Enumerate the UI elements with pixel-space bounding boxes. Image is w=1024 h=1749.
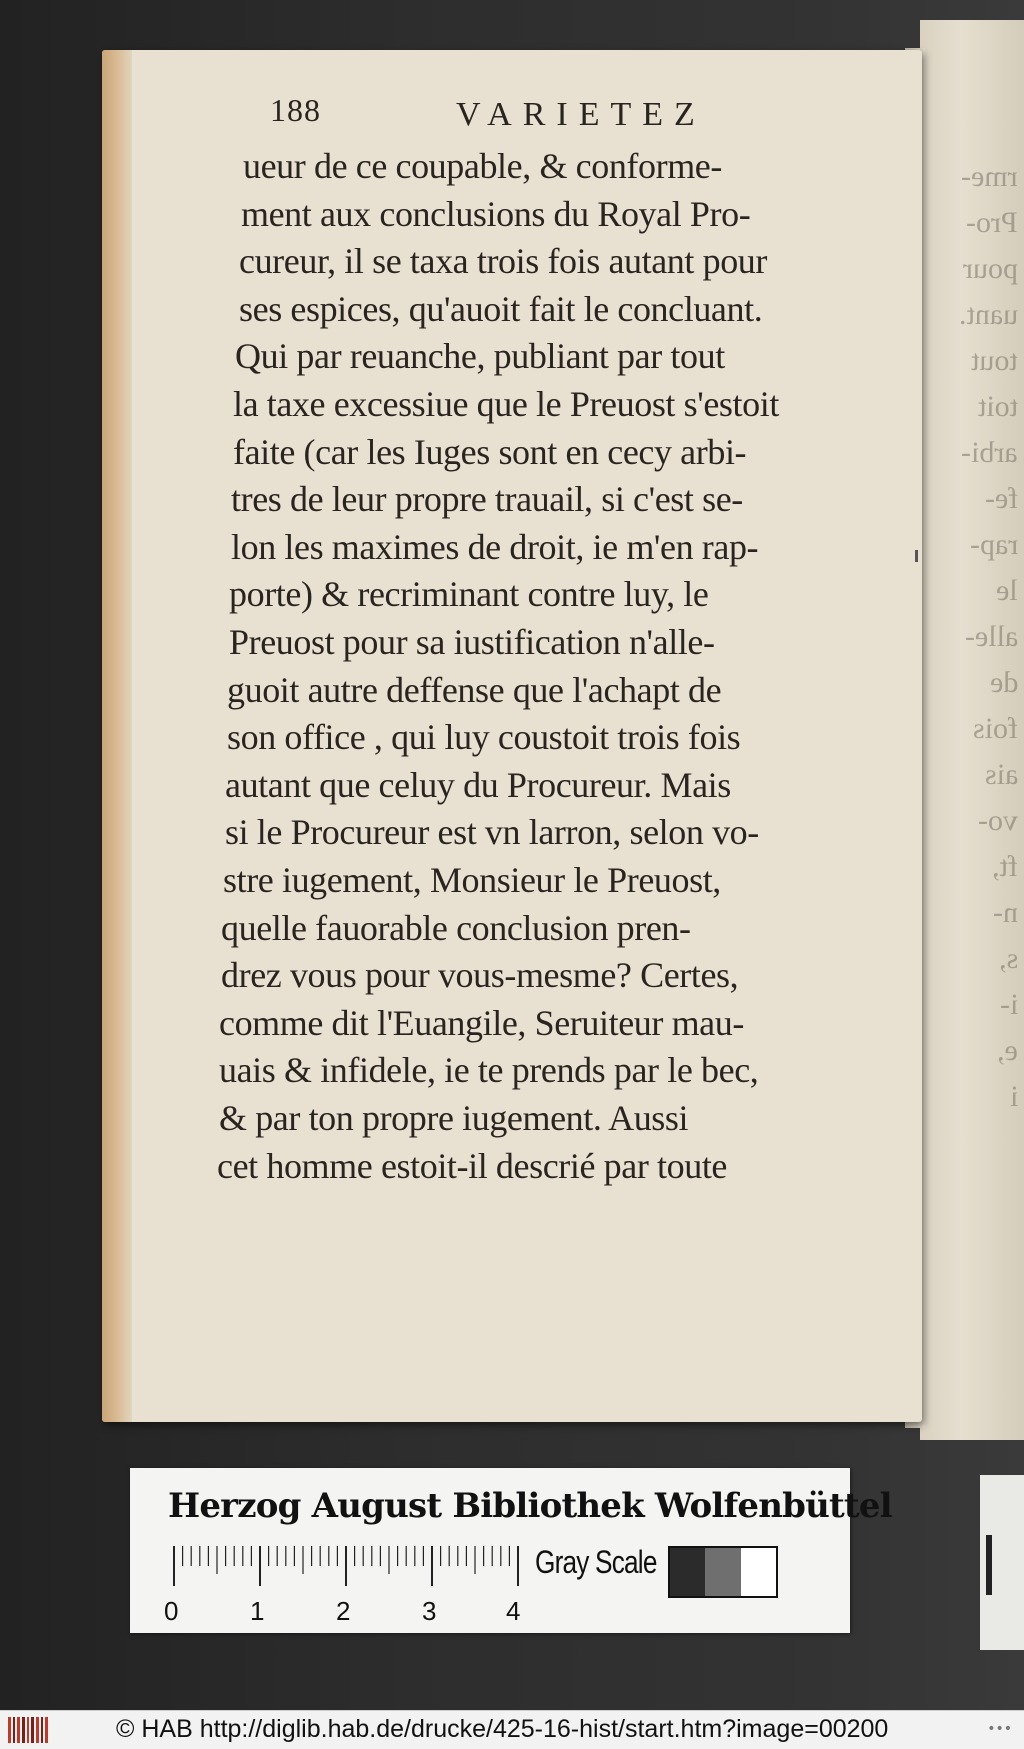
bleed-through-text: arbi- xyxy=(961,436,1018,469)
page-fore-edge xyxy=(102,50,132,1422)
ruler-scale xyxy=(170,1544,550,1588)
text-line: Preuost pour sa iustification n'alle- xyxy=(229,622,715,662)
facing-page xyxy=(920,20,1024,1440)
text-line: lon les maximes de droit, ie m'en rap- xyxy=(231,526,759,567)
bleed-through-text: rap- xyxy=(969,528,1018,561)
text-line: comme dit l'Euangile, Seruiteur mau- xyxy=(219,1002,744,1043)
bleed-through-text: de xyxy=(989,666,1018,699)
text-line: & par ton propre iugement. Aussi xyxy=(219,1098,689,1138)
text-line: autant que celuy du Procureur. Mais xyxy=(225,764,731,805)
gray-swatch xyxy=(705,1548,740,1596)
color-reference-card xyxy=(130,1468,892,1633)
text-line: ses espices, qu'auoit fait le concluant. xyxy=(239,288,763,329)
bleed-through-text: ais xyxy=(984,758,1018,791)
gray-swatch xyxy=(670,1548,705,1596)
text-line: cet homme estoit-il descrié par toute xyxy=(217,1145,728,1186)
more-dots-icon[interactable]: ••• xyxy=(987,1721,1012,1737)
bleed-through-text: uant. xyxy=(958,298,1018,331)
bleed-through-text: tout xyxy=(971,344,1018,377)
bleed-through-text: fois xyxy=(973,712,1018,745)
bleed-through-text: le xyxy=(996,574,1018,607)
bleed-through-text: e, xyxy=(997,1034,1018,1067)
page-header xyxy=(270,88,770,138)
page-mark xyxy=(915,550,918,562)
ruler-number: 2 xyxy=(336,1596,351,1626)
ruler-number: 3 xyxy=(422,1596,437,1626)
gray-scale-swatches xyxy=(668,1546,778,1598)
footer-citation[interactable]: © HAB http://diglib.hab.de/drucke/425-16-hist/start.htm?image=00200 xyxy=(116,1715,889,1743)
ruler-number: 4 xyxy=(506,1596,521,1626)
bleed-through-text: n- xyxy=(993,896,1018,929)
text-line: Qui par reuanche, publiant par tout xyxy=(235,336,725,377)
bleed-through-text: ft, xyxy=(992,850,1018,883)
bleed-through-text: alle- xyxy=(964,620,1018,653)
footer-bar xyxy=(0,1710,1024,1749)
text-line: la taxe excessiue que le Preuost s'estoit xyxy=(233,384,779,424)
text-line: tres de leur propre trauail, si c'est se- xyxy=(231,479,743,520)
bleed-through-text: pour xyxy=(963,252,1018,285)
text-line: ueur de ce coupable, & conforme- xyxy=(243,146,722,186)
bleed-through-text: s, xyxy=(998,942,1018,975)
gray-scale-label: Gray Scale xyxy=(535,1544,657,1580)
text-line: guoit autre deffense que l'achapt de xyxy=(227,669,722,710)
hab-logo-icon xyxy=(8,1717,48,1743)
bleed-through-text: rme- xyxy=(961,160,1018,193)
gray-swatch xyxy=(741,1548,776,1596)
text-line: drez vous pour vous-mesme? Certes, xyxy=(221,955,739,996)
text-line: faite (car les Iuges sont en cecy arbi- xyxy=(233,431,747,472)
text-line: ment aux conclusions du Royal Pro- xyxy=(241,193,751,234)
bleed-through-text: fe- xyxy=(984,482,1018,515)
bleed-through-text: toit xyxy=(977,390,1018,423)
running-title: VARIETEZ xyxy=(456,96,706,133)
text-line: quelle fauorable conclusion pren- xyxy=(221,907,691,948)
bleed-through-text: Pro- xyxy=(966,206,1018,239)
bleed-through-text: vo- xyxy=(978,804,1018,837)
text-line: uais & infidele, ie te prends par le bec, xyxy=(219,1050,759,1091)
ruler-numbers xyxy=(160,1596,560,1626)
ruler-number: 1 xyxy=(250,1596,265,1626)
page-number: 188 xyxy=(270,92,321,128)
text-line: son office , qui luy coustoit trois fois xyxy=(227,717,741,758)
text-line: stre iugement, Monsieur le Preuost, xyxy=(223,860,721,900)
institution-name: Herzog August Bibliothek Wolfenbüttel xyxy=(168,1486,892,1526)
text-line: si le Procureur est vn larron, selon vo- xyxy=(225,812,759,853)
bleed-through-text: i- xyxy=(999,988,1018,1021)
bleed-through-text: i xyxy=(1009,1080,1018,1113)
text-line: porte) & recriminant contre luy, le xyxy=(229,574,709,615)
card-mark xyxy=(986,1535,992,1595)
text-line: cureur, il se taxa trois fois autant pour xyxy=(239,241,767,282)
secondary-reference-card xyxy=(980,1475,1024,1650)
ruler-number: 0 xyxy=(164,1596,179,1626)
